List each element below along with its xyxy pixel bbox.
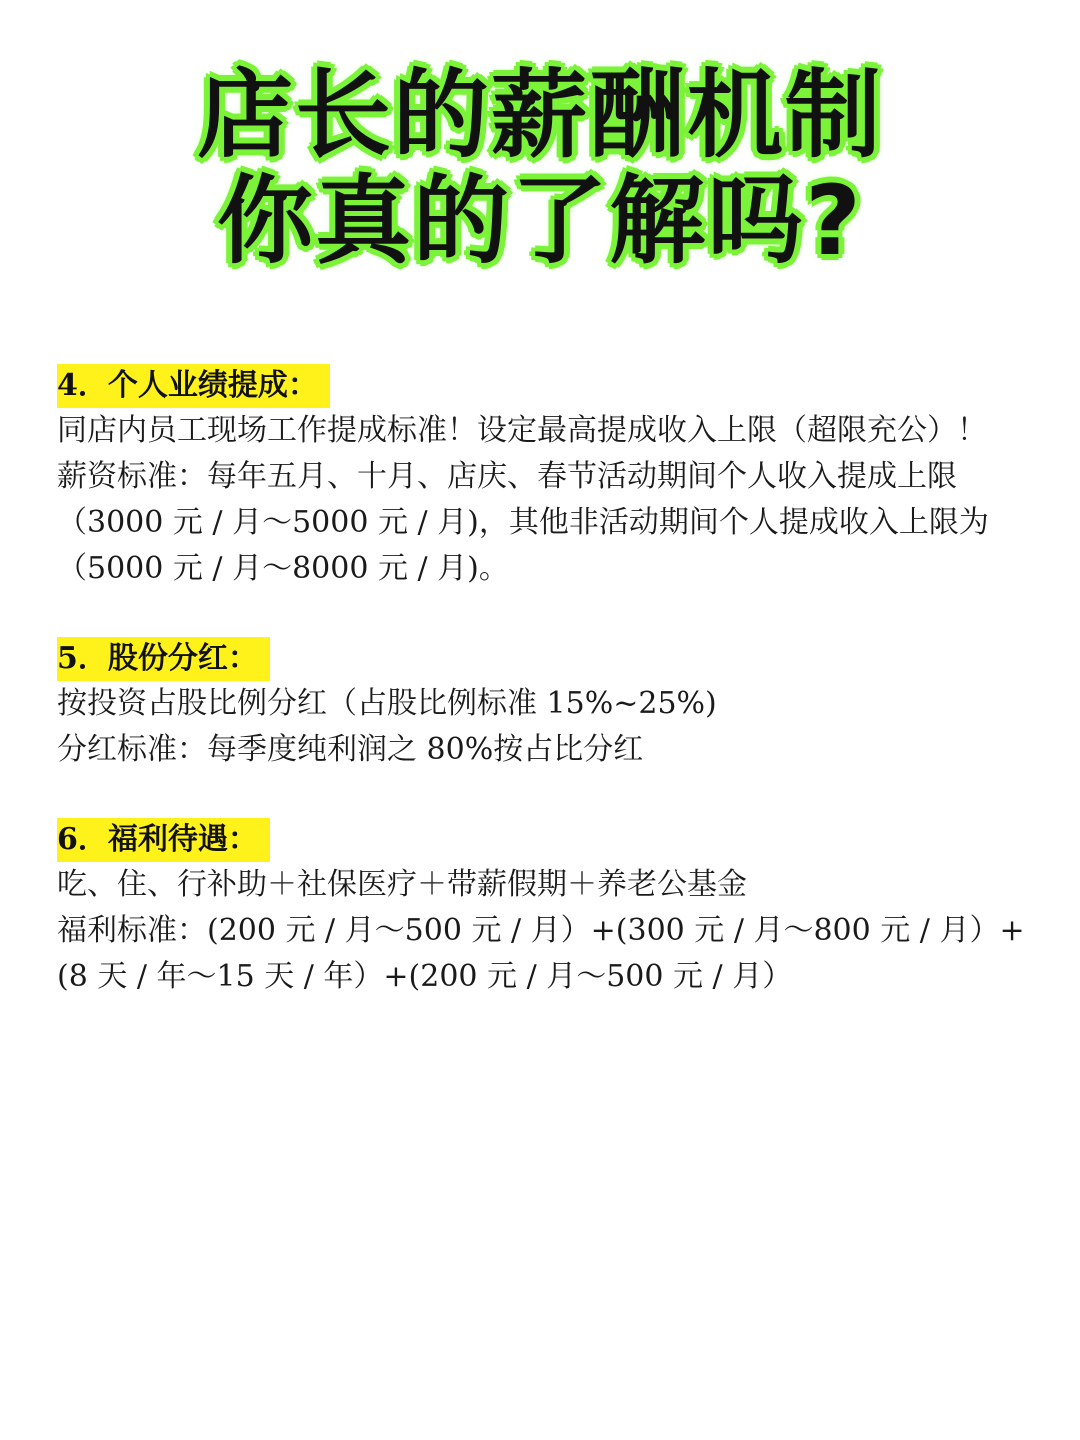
page-title — [0, 59, 1080, 277]
title-line-1: 店长的薪酬机制 — [197, 59, 883, 171]
title-line-2: 你真的了解吗? — [217, 165, 863, 277]
section-benefits — [57, 818, 1047, 1000]
commission-line-3: （3000 元 / 月～5000 元 / 月)，其他非活动期间个人提成收入上限为 — [57, 505, 989, 540]
article-body — [57, 364, 1047, 1045]
section-dividend — [57, 637, 1047, 773]
benefits-line-2: 福利标准：(200 元 / 月～500 元 / 月）+(300 元 / 月～800 元 / 月）+ — [57, 913, 1025, 948]
dividend-line-2: 分红标准：每季度纯利润之 80%按占比分红 — [57, 732, 644, 767]
commission-line-1: 同店内员工现场工作提成标准！设定最高提成收入上限（超限充公）！ — [57, 413, 987, 448]
dividend-line-1: 按投资占股比例分红（占股比例标准 15%~25%) — [57, 686, 717, 721]
commission-line-4: （5000 元 / 月～8000 元 / 月)。 — [57, 551, 509, 586]
section-heading-benefits: 6．福利待遇： — [57, 818, 270, 862]
commission-line-2: 薪资标准：每年五月、十月、店庆、春节活动期间个人收入提成上限 — [57, 459, 957, 494]
benefits-line-1: 吃、住、行补助＋社保医疗＋带薪假期＋养老公基金 — [57, 867, 747, 902]
section-heading-commission: 4．个人业绩提成： — [57, 364, 330, 408]
benefits-line-3: (8 天 / 年～15 天 / 年）+(200 元 / 月～500 元 / 月） — [57, 959, 793, 994]
section-heading-dividend: 5．股份分红： — [57, 637, 270, 681]
section-commission — [57, 364, 1047, 592]
